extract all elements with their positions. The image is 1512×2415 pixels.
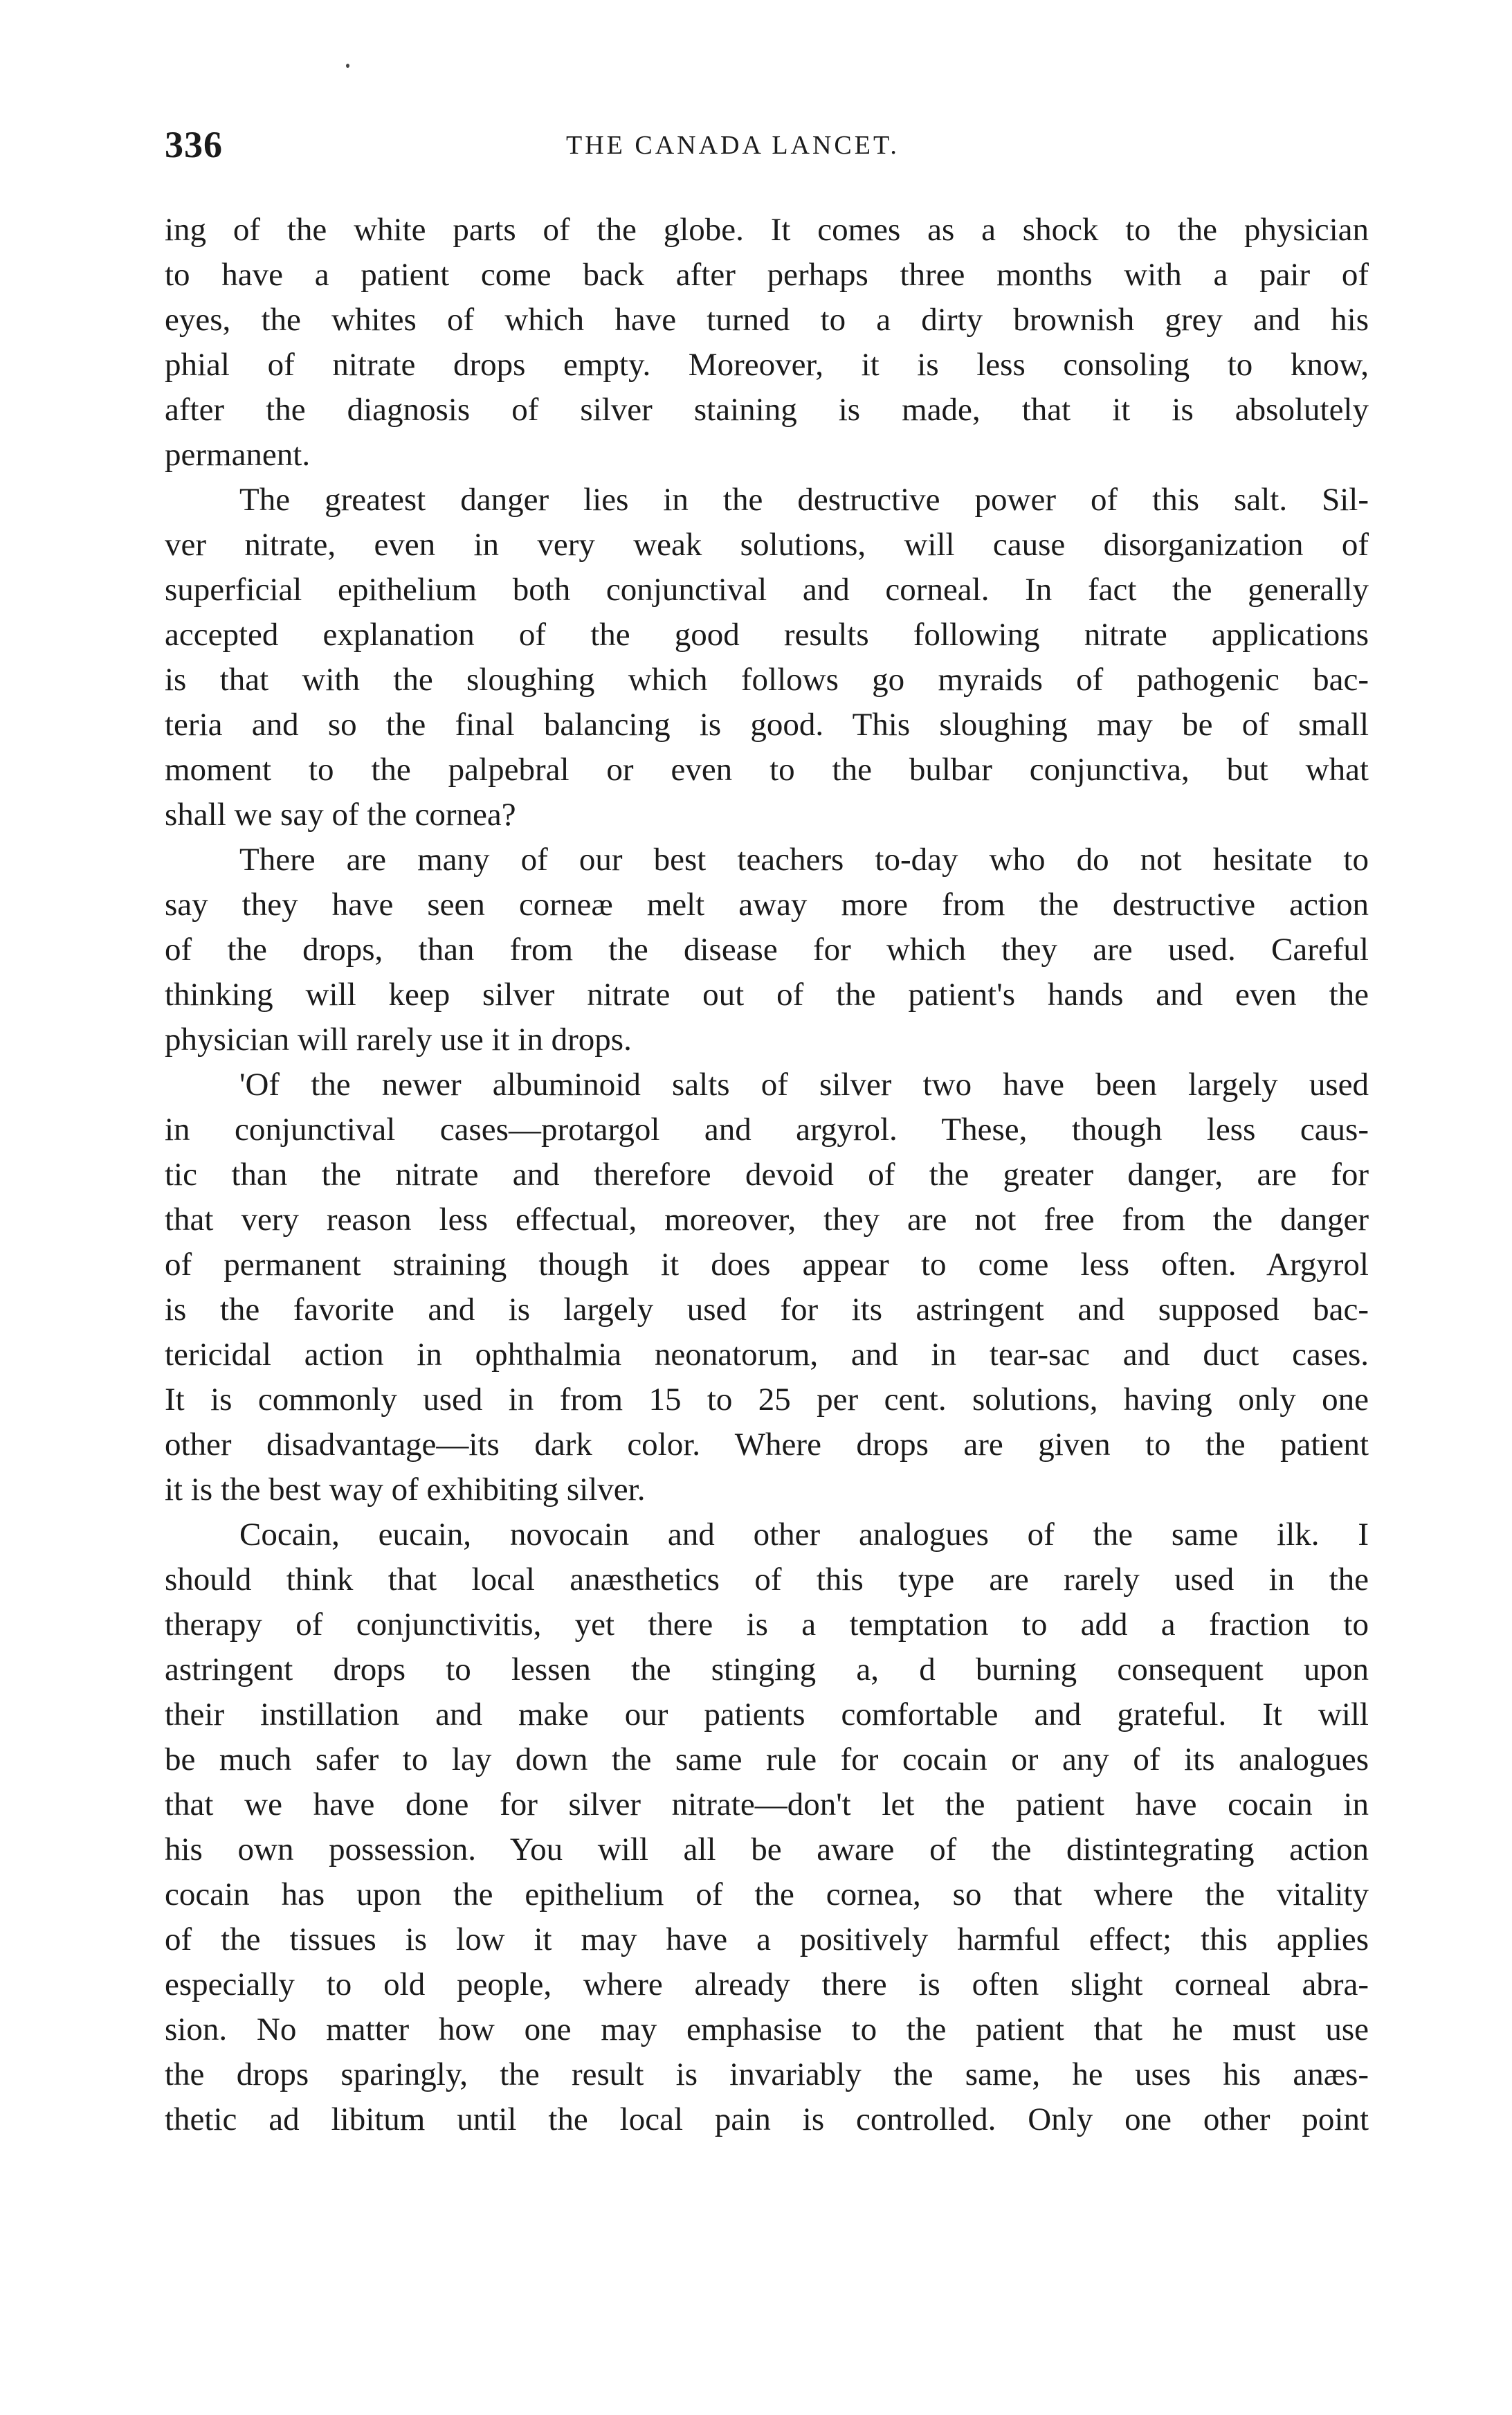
journal-title: THE CANADA LANCET. xyxy=(566,131,900,160)
text-line: tericidal action in ophthalmia neonatorum, and in tear-sac and duct cases. xyxy=(165,1337,1369,1373)
text-line: eyes, the whites of which have turned to a dirty brownish grey and his xyxy=(165,302,1369,338)
text-line: in conjunctival cases—protargol and argyrol. These, though less caus- xyxy=(165,1112,1369,1148)
text-line: to have a patient come back after perhaps three months with a pair of xyxy=(165,257,1369,293)
text-line: is the favorite and is largely used for its astringent and supposed bac- xyxy=(165,1292,1369,1328)
print-speck xyxy=(346,64,349,68)
text-line: his own possession. You will all be aware of the distintegrating action xyxy=(165,1831,1369,1867)
text-line: should think that local anæsthetics of this type are rarely used in the xyxy=(165,1562,1369,1598)
text-line: after the diagnosis of silver staining is made, that it is absolutely xyxy=(165,392,1369,428)
text-line: physician will rarely use it in drops. xyxy=(165,1022,632,1058)
text-line: sion. No matter how one may emphasise to the patient that he must use xyxy=(165,2011,1369,2047)
text-line: ing of the white parts of the globe. It comes as a shock to the physician xyxy=(165,212,1369,248)
text-line: teria and so the final balancing is good. This sloughing may be of small xyxy=(165,707,1369,743)
text-line: There are many of our best teachers to-day who do not hesitate to xyxy=(239,842,1369,878)
text-line: 'Of the newer albuminoid salts of silver two have been largely used xyxy=(239,1067,1369,1103)
text-line: their instillation and make our patients comfortable and grateful. It will xyxy=(165,1697,1369,1733)
page-number: 336 xyxy=(165,124,223,165)
text-line: phial of nitrate drops empty. Moreover, it is less consoling to know, xyxy=(165,347,1369,383)
text-line: tic than the nitrate and therefore devoid of the greater danger, are for xyxy=(165,1157,1369,1193)
text-line: of permanent straining though it does appear to come less often. Argyrol xyxy=(165,1247,1369,1283)
text-line: it is the best way of exhibiting silver. xyxy=(165,1472,646,1508)
text-line: moment to the palpebral or even to the bulbar conjunctiva, but what xyxy=(165,752,1369,788)
text-line: Cocain, eucain, novocain and other analogues of the same ilk. I xyxy=(239,1517,1369,1553)
text-line: shall we say of the cornea? xyxy=(165,797,516,833)
text-line: cocain has upon the epithelium of the cornea, so that where the vitality xyxy=(165,1876,1369,1912)
text-line: especially to old people, where already there is often slight corneal abra- xyxy=(165,1966,1369,2002)
running-header xyxy=(165,123,1369,179)
text-line: permanent. xyxy=(165,437,311,473)
text-line: superficial epithelium both conjunctival and corneal. In fact the generally xyxy=(165,572,1369,608)
text-line: the drops sparingly, the result is invariably the same, he uses his anæs- xyxy=(165,2056,1369,2092)
text-line: The greatest danger lies in the destructive power of this salt. Sil- xyxy=(239,482,1369,518)
text-line: ver nitrate, even in very weak solutions, will cause disorganization of xyxy=(165,527,1369,563)
text-line: of the drops, than from the disease for which they are used. Careful xyxy=(165,932,1369,968)
text-line: astringent drops to lessen the stinging a, d burning consequent upon xyxy=(165,1652,1369,1688)
text-line: that very reason less effectual, moreover, they are not free from the danger xyxy=(165,1202,1369,1238)
text-line: It is commonly used in from 15 to 25 per cent. solutions, having only one xyxy=(165,1382,1369,1418)
text-line: that we have done for silver nitrate—don't let the patient have cocain in xyxy=(165,1787,1369,1822)
text-line: other disadvantage—its dark color. Where drops are given to the patient xyxy=(165,1427,1369,1463)
text-line: thinking will keep silver nitrate out of the patient's hands and even the xyxy=(165,977,1369,1013)
text-line: say they have seen corneæ melt away more from the destructive action xyxy=(165,887,1369,923)
text-line: accepted explanation of the good results following nitrate applications xyxy=(165,617,1369,653)
text-line: be much safer to lay down the same rule for cocain or any of its analogues xyxy=(165,1742,1369,1778)
article-body xyxy=(165,208,1369,2142)
text-line: of the tissues is low it may have a positively harmful effect; this applies xyxy=(165,1921,1369,1957)
text-line: thetic ad libitum until the local pain is controlled. Only one other point xyxy=(165,2101,1369,2137)
text-line: therapy of conjunctivitis, yet there is a temptation to add a fraction to xyxy=(165,1607,1369,1643)
text-line: is that with the sloughing which follows go myraids of pathogenic bac- xyxy=(165,662,1369,698)
